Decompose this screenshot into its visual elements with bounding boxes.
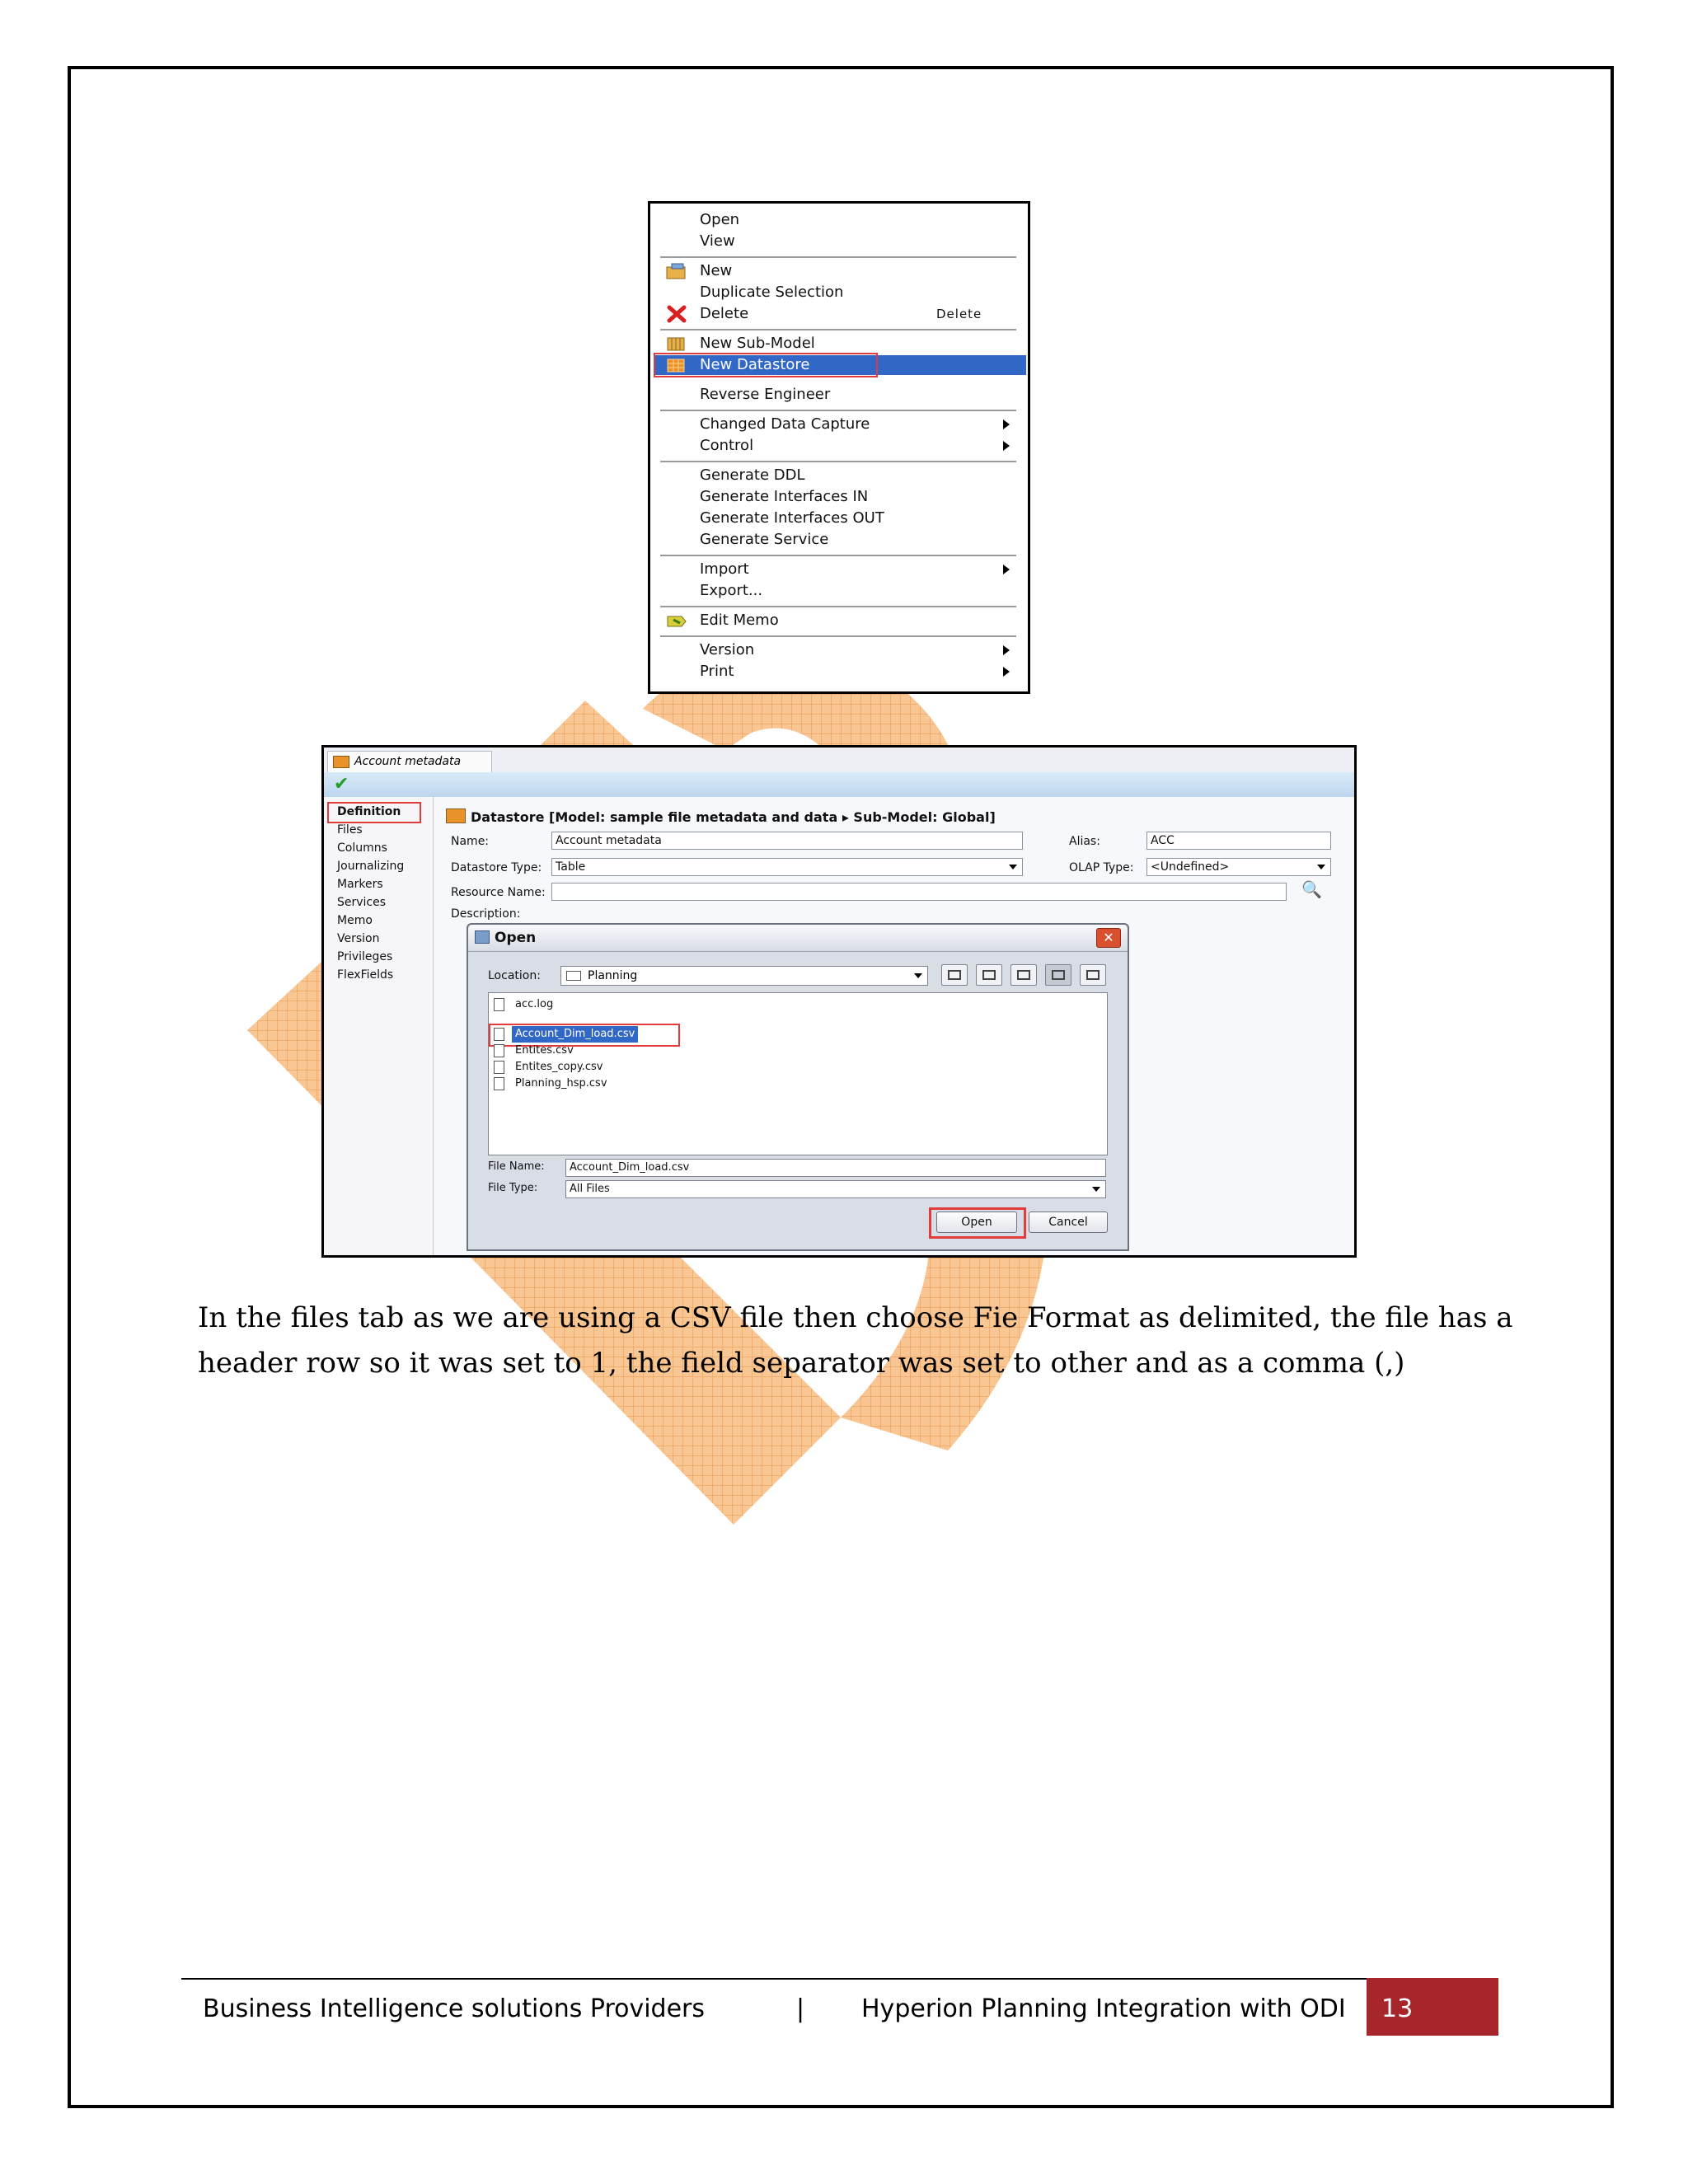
datastore-type-select[interactable] — [551, 858, 1023, 876]
list-view-icon — [1052, 970, 1065, 980]
file-icon — [494, 998, 504, 1011]
open-file-dialog — [467, 923, 1129, 1251]
datastore-header-text: Datastore [Model: sample file metadata and data ▸ Sub-Model: Global] — [471, 809, 996, 825]
file-list — [488, 992, 1108, 1155]
location-value: Planning — [588, 969, 638, 982]
page-number-box — [1367, 1978, 1498, 2036]
location-select[interactable] — [560, 966, 928, 986]
chevron-down-icon — [1317, 865, 1325, 869]
up-folder-button[interactable] — [941, 964, 968, 986]
home-button[interactable] — [976, 964, 1002, 986]
menu-item-new-sub-model[interactable] — [654, 334, 1026, 354]
menu-item-new-datastore[interactable] — [654, 355, 1026, 375]
datastore-header — [446, 808, 996, 825]
footer-separator: | — [796, 1994, 805, 2023]
menu-item-export[interactable] — [654, 581, 1026, 601]
datastore-icon — [333, 756, 349, 768]
submenu-arrow-icon — [1003, 565, 1010, 574]
menu-item-label: Edit Memo — [700, 612, 779, 629]
alias-field[interactable]: ACC — [1146, 832, 1331, 850]
up-folder-icon — [948, 970, 961, 980]
menu-item-label: Export... — [700, 582, 763, 599]
datastore-icon — [665, 356, 688, 374]
menu-separator — [660, 461, 1016, 462]
submenu-arrow-icon — [1003, 667, 1010, 677]
file-name-input[interactable]: Account_Dim_load.csv — [565, 1159, 1106, 1177]
open-button[interactable] — [936, 1212, 1017, 1233]
file-name-label: File Name: — [488, 1160, 545, 1173]
olap-type-label: OLAP Type: — [1069, 861, 1134, 874]
menu-item-label: Delete — [700, 305, 749, 322]
resource-name-field[interactable] — [551, 883, 1287, 901]
menu-separator — [660, 606, 1016, 607]
menu-item-import[interactable] — [654, 560, 1026, 579]
menu-item-version[interactable] — [654, 640, 1026, 660]
menu-item-open[interactable] — [654, 210, 1026, 230]
file-name: Account_Dim_load.csv — [512, 1026, 638, 1043]
menu-item-duplicate-selection[interactable] — [654, 283, 1026, 302]
file-type-label: File Type: — [488, 1182, 538, 1194]
new-folder-button[interactable] — [1010, 964, 1037, 986]
file-name: Entites_copy.csv — [515, 1061, 603, 1073]
submenu-arrow-icon — [1003, 441, 1010, 451]
menu-item-control[interactable] — [654, 436, 1026, 456]
nav-item-flexfields[interactable]: FlexFields — [337, 968, 394, 982]
folder-icon — [566, 971, 581, 981]
delete-x-icon — [665, 305, 688, 323]
menu-item-label: New Datastore — [700, 356, 810, 373]
details-view-icon — [1086, 970, 1100, 980]
file-icon — [494, 1028, 504, 1041]
nav-item-columns[interactable]: Columns — [337, 841, 387, 855]
menu-item-label: New Sub-Model — [700, 335, 815, 352]
editor-toolbar — [324, 772, 1354, 797]
home-icon — [982, 970, 996, 980]
cancel-button-label: Cancel — [1048, 1216, 1088, 1229]
new-folder-icon — [665, 262, 688, 280]
editor-tab[interactable] — [327, 751, 492, 773]
menu-item-label: Print — [700, 663, 734, 680]
editor-nav-panel — [324, 797, 434, 1258]
nav-item-privileges[interactable]: Privileges — [337, 950, 393, 963]
name-field[interactable]: Account metadata — [551, 832, 1023, 850]
file-name: Entites.csv — [515, 1044, 574, 1057]
nav-item-version[interactable]: Version — [337, 932, 380, 945]
description-label: Description: — [451, 907, 521, 921]
menu-item-generate-service[interactable] — [654, 530, 1026, 550]
menu-item-delete[interactable] — [654, 304, 1026, 324]
menu-item-label: Import — [700, 560, 749, 578]
menu-item-label: Control — [700, 437, 754, 454]
memo-icon — [665, 612, 688, 630]
editor-tab-title: Account metadata — [354, 755, 462, 768]
page-number: 13 — [1381, 1994, 1414, 2023]
file-icon — [494, 1077, 504, 1090]
menu-separator — [660, 329, 1016, 330]
footer-document-title: Hyperion Planning Integration with ODI — [861, 1994, 1346, 2023]
nav-item-memo[interactable]: Memo — [337, 914, 373, 927]
file-icon — [494, 1061, 504, 1074]
nav-item-services[interactable]: Services — [337, 896, 387, 909]
nav-item-definition[interactable]: Definition — [337, 805, 401, 818]
name-label: Name: — [451, 835, 490, 848]
nav-item-files[interactable]: Files — [337, 823, 363, 837]
menu-item-changed-data-capture[interactable] — [654, 415, 1026, 434]
file-icon — [494, 1044, 504, 1057]
sub-model-icon — [665, 335, 688, 353]
menu-item-label: Open — [700, 211, 740, 228]
olap-type-value: <Undefined> — [1151, 860, 1230, 874]
menu-item-generate-interfaces-in[interactable] — [654, 487, 1026, 507]
menu-item-view[interactable] — [654, 232, 1026, 251]
menu-separator — [660, 635, 1016, 637]
dialog-title-bar — [468, 925, 1128, 952]
file-type-select[interactable] — [565, 1180, 1106, 1198]
menu-item-new[interactable] — [654, 261, 1026, 281]
menu-item-print[interactable] — [654, 662, 1026, 682]
datastore-icon — [446, 808, 466, 823]
chevron-down-icon — [1092, 1187, 1100, 1192]
datastore-type-value: Table — [556, 860, 586, 874]
details-view-button[interactable] — [1080, 964, 1106, 986]
menu-item-label: Duplicate Selection — [700, 284, 844, 301]
list-view-button[interactable] — [1045, 964, 1071, 986]
chevron-down-icon — [914, 973, 922, 978]
nav-item-markers[interactable]: Markers — [337, 878, 383, 891]
menu-item-reverse-engineer[interactable] — [654, 385, 1026, 405]
close-button[interactable]: ✕ — [1096, 928, 1121, 948]
new-folder-icon — [1017, 970, 1030, 980]
file-type-value: All Files — [570, 1183, 610, 1195]
validate-check-icon[interactable]: ✔ — [334, 774, 349, 794]
menu-separator — [660, 555, 1016, 556]
context-menu — [648, 201, 1030, 694]
menu-item-label: View — [700, 232, 735, 250]
alias-label: Alias: — [1069, 835, 1100, 848]
menu-separator — [660, 256, 1016, 258]
menu-item-edit-memo[interactable] — [654, 611, 1026, 630]
menu-item-generate-ddl[interactable] — [654, 466, 1026, 485]
menu-separator — [660, 410, 1016, 411]
file-name: acc.log — [515, 998, 554, 1010]
file-name: Planning_hsp.csv — [515, 1077, 607, 1090]
menu-item-label: Changed Data Capture — [700, 415, 870, 433]
menu-item-label: Version — [700, 641, 755, 658]
menu-item-label: Reverse Engineer — [700, 386, 831, 403]
menu-item-shortcut: Delete — [936, 307, 982, 321]
body-paragraph: In the files tab as we are using a CSV file then choose Fie Format as delimited, the file has a header row so it was set to 1, the field separator was set to other and as a comma (,) — [198, 1301, 1513, 1380]
cancel-button[interactable] — [1029, 1212, 1108, 1233]
submenu-arrow-icon — [1003, 419, 1010, 429]
menu-item-label: Generate DDL — [700, 466, 805, 484]
menu-item-generate-interfaces-out[interactable] — [654, 509, 1026, 528]
menu-item-label: Generate Service — [700, 531, 829, 548]
chevron-down-icon — [1009, 865, 1017, 869]
resource-name-label: Resource Name: — [451, 886, 546, 899]
footer-company: Business Intelligence solutions Providers — [203, 1994, 706, 2023]
menu-item-label: Generate Interfaces OUT — [700, 509, 884, 527]
nav-item-journalizing[interactable]: Journalizing — [337, 860, 405, 873]
submenu-arrow-icon — [1003, 645, 1010, 655]
location-label: Location: — [488, 969, 541, 982]
olap-type-select[interactable] — [1146, 858, 1331, 876]
datastore-type-label: Datastore Type: — [451, 861, 542, 874]
menu-item-label: New — [700, 262, 733, 279]
open-button-label: Open — [961, 1216, 992, 1229]
menu-item-label: Generate Interfaces IN — [700, 488, 869, 505]
search-icon[interactable]: 🔍 — [1301, 879, 1322, 899]
highlight-box — [929, 1207, 1026, 1239]
open-dialog-icon — [475, 930, 490, 944]
footer-rule — [181, 1978, 1368, 1980]
dialog-title: Open — [495, 930, 537, 946]
